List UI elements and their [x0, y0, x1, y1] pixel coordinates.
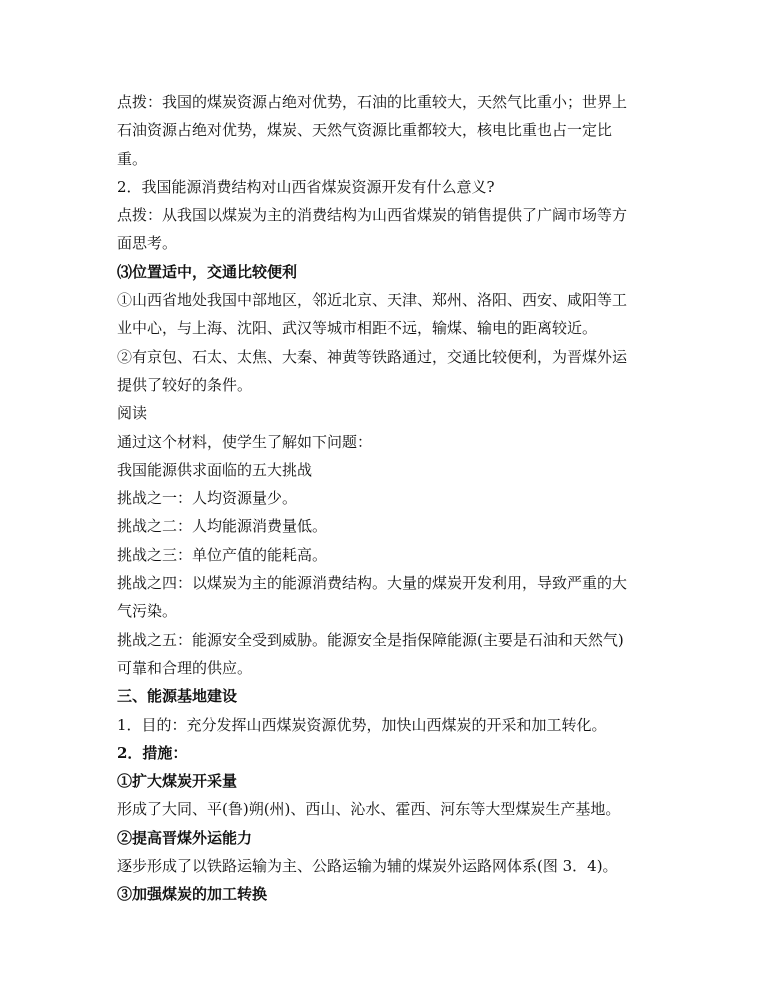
text-line: 挑战之四：以煤炭为主的能源消费结构。大量的煤炭开发利用，导致严重的大: [117, 574, 628, 593]
text-line: 可靠和合理的供应。: [117, 658, 253, 677]
heading-line: ⑶位置适中，交通比较便利: [117, 262, 298, 281]
text-line: 阅读: [117, 404, 148, 423]
text-line: 气污染。: [117, 602, 178, 621]
text-line: 2．我国能源消费结构对山西省煤炭资源开发有什么意义?: [117, 177, 495, 196]
text-line: 通过这个材料，使学生了解如下问题：: [117, 432, 373, 451]
text-line: 1．目的：充分发挥山西煤炭资源优势，加快山西煤炭的开采和加工转化。: [117, 715, 607, 734]
text-line: 挑战之二：人均能源消费量低。: [117, 517, 328, 536]
text-line: 挑战之五：能源安全受到威胁。能源安全是指保障能源(主要是石油和天然气): [117, 630, 624, 649]
heading-line: 三、能源基地建设: [117, 687, 238, 706]
heading-line: ①扩大煤炭开采量: [117, 772, 238, 791]
text-line: 点拨：我国的煤炭资源占绝对优势，石油的比重较大，天然气比重小；世界上: [117, 93, 628, 111]
text-line: 面思考。: [117, 234, 178, 253]
text-line: 石油资源占绝对优势，煤炭、天然气资源比重都较大，核电比重也占一定比: [117, 121, 613, 140]
text-line: 我国能源供求面临的五大挑战: [117, 460, 313, 479]
document-body: [117, 88, 657, 909]
text-line: 重。: [117, 149, 148, 168]
text-line: 提供了较好的条件。: [117, 375, 253, 394]
heading-line: ③加强煤炭的加工转换: [117, 885, 268, 904]
text-line: 逐步形成了以铁路运输为主、公路运输为辅的煤炭外运路网体系(图 3．4)。: [117, 857, 618, 876]
heading-line: ②提高晋煤外运能力: [117, 828, 253, 847]
text-line: 点拨：从我国以煤炭为主的消费结构为山西省煤炭的销售提供了广阔市场等方: [117, 206, 628, 225]
text-line: 挑战之一：人均资源量少。: [117, 489, 298, 508]
text-line: ①山西省地处我国中部地区，邻近北京、天津、郑州、洛阳、西安、咸阳等工: [117, 291, 628, 310]
text-line: 挑战之三：单位产值的能耗高。: [117, 545, 328, 564]
text-line: 形成了大同、平(鲁)朔(州)、西山、沁水、霍西、河东等大型煤炭生产基地。: [117, 800, 621, 819]
heading-line: 2．措施：: [117, 743, 188, 762]
text-line: 业中心，与上海、沈阳、武汉等城市相距不远，输煤、输电的距离较近。: [117, 319, 598, 338]
text-line: ②有京包、石太、太焦、大秦、神黄等铁路通过，交通比较便利，为晋煤外运: [117, 347, 628, 366]
